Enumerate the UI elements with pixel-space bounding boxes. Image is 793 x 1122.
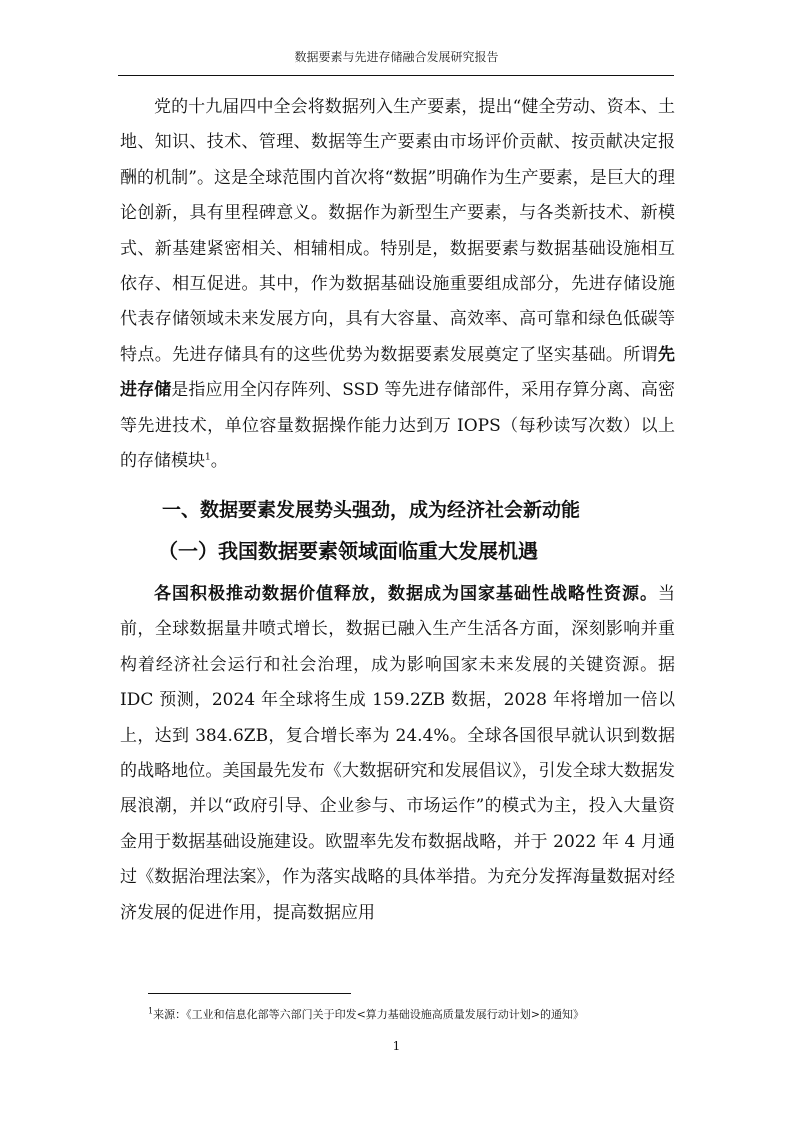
running-header: 数据要素与先进存储融合发展研究报告	[294, 50, 499, 64]
term-advanced-storage: 先进存储	[120, 344, 675, 401]
footnote-text: 来源：《工业和信息化部等六部门关于印发<算力基础设施高质量发展行动计划>的通知》	[153, 1008, 585, 1021]
paragraph1-text-b: 是指应用全闪存阵列、SSD 等先进存储部件，采用存算分离、高密等先进技术，单位容量数据操作能力达到万 IOPS（每秒读写次数）以上的存储模块	[120, 380, 675, 472]
footnote	[148, 1006, 584, 1022]
footnote-mark: 1	[148, 1006, 154, 1016]
header-rule	[118, 75, 674, 76]
page-number: 1	[392, 1039, 401, 1053]
paragraph-data-as-production-factor	[120, 90, 675, 479]
section-heading: 一、数据要素发展势头强劲，成为经济社会新动能	[162, 499, 581, 521]
paragraph2-text: 当前，全球数据量井喷式增长，数据已融入生产生活各方面，深刻影响并重构着经济社会运行和社会治理，成为影响国家未来发展的关键资源。据 IDC 预测，2024 年全球将生成 159.2ZB 数据，2028 年将增加一倍以上，达到 384.6ZB，复合增长率为 24.4%。全球各国很早就认识到数据的战略地位。美国最先发布《大数据研究和发展倡议》，引发全球大数据发展浪潮，并以“政府引导、企业参与、市场运作”的模式为主，投入大量资金用于数据基础设施建设。欧盟率先发布数据战略，并于 2022 年 4 月通过《数据治理法案》，作为落实战略的具体举措。为充分发挥海量数据对经济发展的促进作用，提高数据应用	[120, 584, 675, 923]
paragraph2-lead-sentence: 各国积极推动数据价值释放，数据成为国家基础性战略性资源。	[154, 584, 658, 604]
footnote-reference[interactable]: 1	[205, 452, 211, 463]
footnote-rule	[148, 993, 351, 994]
paragraph1-text-a: 党的十九届四中全会将数据列入生产要素，提出“健全劳动、资本、土地、知识、技术、管理、数据等生产要素由市场评价贡献、按贡献决定报酬的机制”。这是全球范围内首次将“数据”明确作为生产要素，是巨大的理论创新，具有里程碑意义。数据作为新型生产要素，与各类新技术、新模式、新基建紧密相关、相辅相成。特别是，数据要素与数据基础设施相互依存、相互促进。其中，作为数据基础设施重要组成部分，先进存储设施代表存储领域未来发展方向，具有大容量、高效率、高可靠和绿色低碳等特点。先进存储具有的这些优势为数据要素发展奠定了坚实基础。所谓	[120, 97, 675, 365]
paragraph-global-data-strategy	[120, 577, 675, 931]
subsection-heading: （一）我国数据要素领域面临重大发展机遇	[158, 539, 538, 563]
paragraph1-text-c: 。	[210, 451, 228, 472]
